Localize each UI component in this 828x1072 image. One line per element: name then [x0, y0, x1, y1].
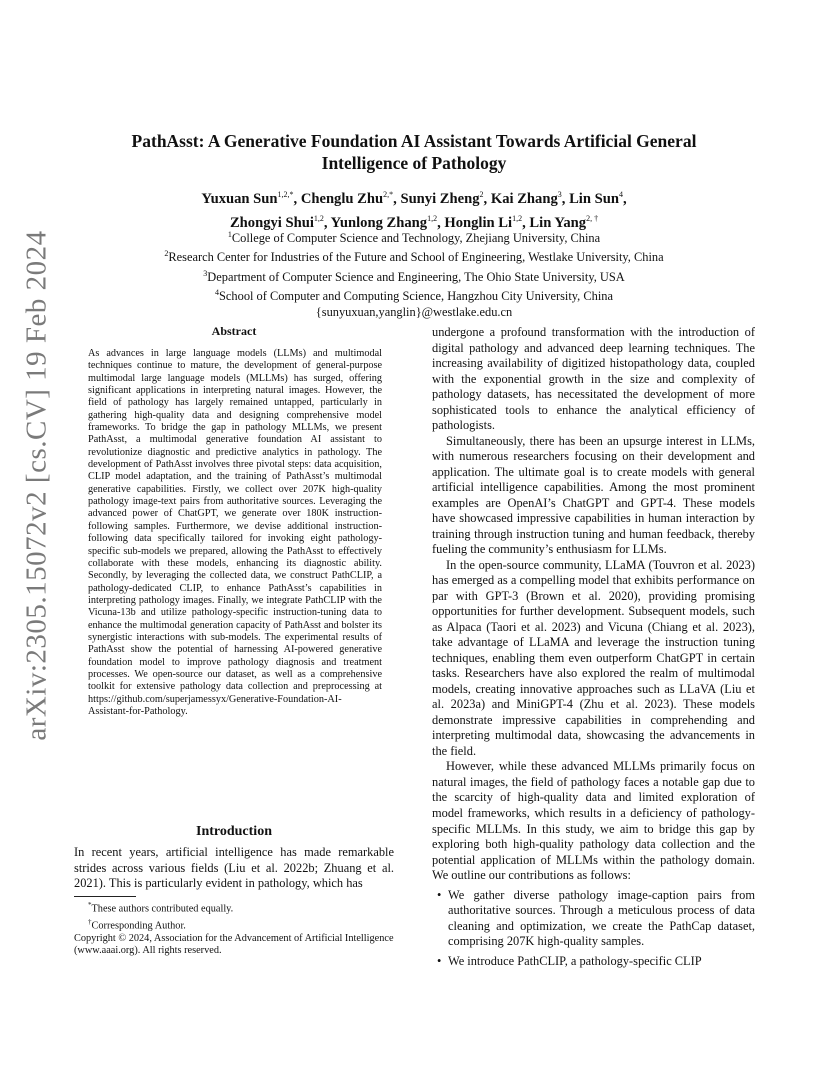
affiliation-text: Research Center for Industries of the Future and School of Engineering, Westlake University, China	[168, 250, 664, 265]
author-name: Chenglu Zhu	[300, 190, 384, 207]
affiliation-mark: 2	[164, 249, 169, 259]
bullet-marker: •	[437, 887, 442, 902]
contact-email: {sunyuxuan,yanglin}@westlake.edu.cn	[315, 304, 513, 319]
arxiv-identifier	[17, 229, 57, 741]
author-line-1: Yuxuan Sun$^{1,2,*}$, Chenglu Zhu$^{2,*}$, Sunyi Zheng$^2$, Kai Zhang$^3$, Lin Sun$^4$,	[201, 190, 627, 207]
author-name: Kai Zhang	[490, 190, 558, 207]
arxiv-identifier-text: arXiv:2305.15072v2 [cs.CV] 19 Feb 2024	[20, 229, 53, 741]
author-affiliation-mark: 3	[557, 190, 562, 199]
author-line-2: Zhongyi Shui$^{1,2}$, Yunlong Zhang$^{1,2}$, Honglin Li$^{1,2}$, Lin Yang$^{2, \dagger}$	[229, 213, 599, 231]
right-column	[432, 325, 755, 973]
contribution-item	[432, 954, 755, 970]
abstract-text: As advances in large language models (LLMs) and multimodal techniques continue to mature, the development of general-purpose multimodal large language models (MLLMs) has surged, offering significant applications in interpreting natural images. However, the field of pathology has largely remained untapped, particularly in gathering high-quality data and designing comprehensive model frameworks. To bridge the gap in pathology MLLMs, we present PathAsst, a multimodal generative foundation AI assistant to revolutionize diagnostic and predictive analytics in pathology. The development of PathAsst involves three pivotal steps: data acquisition, CLIP model adaptation, and the training of PathAsst’s multimodal generative capabilities. Firstly, we collect over 207K high-quality pathology image-text pairs from authoritative sources. Leveraging the advanced power of ChatGPT, we generate over 180K instruction-following samples. Furthermore, we devise additional instruction-following data specifically tailored for invoking eight pathology-specific sub-models we prepared, allowing the PathAsst to effectively collaborate with these models, enhancing its diagnostic ability. Secondly, by leveraging the collected data, we construct PathCLIP, a pathology-dedicated CLIP, to enhance PathAsst’s capabilities in interpreting pathology images. Finally, we integrate PathCLIP with the Vicuna-13b and utilize pathology-specific instruction-tuning data to enhance the multimodal generation capacity of PathAsst and bolster its synergistic interactions with sub-models. The experimental results of PathAsst show the potential of harnessing AI-powered generative foundation model to improve pathology diagnosis and treatment processes. We open-source our dataset, as well as a comprehensive toolkit for extensive pathology data collection and preprocessing at https://github.com/superjamessyx/Generative-Foundation-AI-Assistant-for-Pathology.	[88, 348, 382, 717]
body-paragraph: However, while these advanced MLLMs primarily focus on natural images, the field of pathology faces a notable gap due to the scarcity of high-quality data and limited exploration of model frameworks, which results in a deficiency of pathology-specific MLLMs. In this study, we aim to bridge this gap by exploring both high-quality pathology data collection and the potential application of MLLMs within the pathology domain. We outline our contributions as follows:	[432, 759, 755, 883]
footnote-text: Corresponding Author.	[91, 920, 186, 932]
author-name: Yunlong Zhang	[330, 214, 428, 231]
contribution-item	[432, 888, 755, 950]
affiliation-list	[70, 227, 758, 320]
footnote-divider	[74, 896, 136, 897]
title-line-1: PathAsst: A Generative Foundation AI Assistant Towards Artificial General	[131, 131, 697, 151]
footnote-text: These authors contributed equally.	[91, 903, 234, 915]
author-name: Sunyi Zheng	[400, 190, 480, 207]
author-affiliation-mark: 1,2	[512, 213, 523, 223]
contribution-text: We gather diverse pathology image-caption pairs from authoritative sources. Through a meticulous process of data cleaning and optimization, we create the PathCap dataset, comprising 207K high-quality samples.	[448, 887, 755, 949]
affiliation-text: College of Computer Science and Technology, Zhejiang University, China	[231, 231, 601, 246]
affiliation-mark: 4	[215, 288, 220, 298]
copyright-notice: Copyright © 2024, Association for the Advancement of Artificial Intelligence (www.aaai.org). All rights reserved.	[74, 932, 394, 957]
body-paragraph: undergone a profound transformation with the introduction of digital pathology and advanced deep learning techniques. The increasing availability of digitized histopathology data, coupled with the exponential growth in the size and complexity of pathology datasets, has necessitated the development of more sophisticated tools to enhance the analytical efficiency of pathologists.	[432, 325, 755, 433]
footnote-mark: *	[88, 901, 92, 909]
footnote	[74, 899, 394, 916]
affiliation	[70, 246, 758, 265]
author-affiliation-mark: 1,2	[313, 213, 324, 223]
contribution-text: We introduce PathCLIP, a pathology-specific CLIP	[448, 953, 702, 968]
affiliation-mark: 3	[203, 268, 208, 278]
author-affiliation-mark: 4	[618, 190, 623, 199]
author-affiliation-mark: 2, †	[586, 213, 599, 223]
author-name: Yuxuan Sun	[201, 190, 278, 207]
affiliation	[70, 285, 758, 304]
footnote	[74, 916, 394, 933]
footnotes	[74, 899, 394, 958]
introduction-text: In recent years, artificial intelligence has made remarkable strides across various fields (Liu et al. 2022b; Zhuang et al. 2021). This is particularly evident in pathology, which has	[74, 845, 394, 890]
contribution-list	[432, 888, 755, 970]
author-name: Lin Yang	[529, 214, 587, 231]
bullet-marker: •	[437, 953, 442, 968]
affiliation-text: Department of Computer Science and Engineering, The Ohio State University, USA	[207, 269, 625, 284]
abstract-heading: Abstract	[211, 324, 257, 338]
affiliation	[70, 266, 758, 285]
affiliation-text: School of Computer and Computing Science, Hangzhou City University, China	[219, 289, 613, 304]
author-affiliation-mark: 2	[479, 190, 484, 199]
author-list	[70, 185, 758, 233]
body-paragraph: Simultaneously, there has been an upsurge interest in LLMs, with numerous researchers focusing on their development and application. The ultimate goal is to create models with general artificial intelligence capabilities. Among the most prominent examples are OpenAI’s ChatGPT and GPT-4. These models have showcased impressive capabilities in human interaction by training through instruction tuning and human feedback, thereby fueling the community’s enthusiasm for LLMs.	[432, 433, 755, 557]
author-affiliation-mark: 1,2,*	[277, 190, 294, 199]
footnote-mark: †	[88, 917, 92, 926]
title-line-2: Intelligence of Pathology	[321, 153, 507, 173]
affiliation-mark: 1	[227, 230, 232, 239]
body-paragraph: In the open-source community, LLaMA (Touvron et al. 2023) has emerged as a compelling model that exhibits performance on par with GPT-3 (Brown et al. 2020), providing promising opportunities for further development. Subsequent models, such as Alpaca (Taori et al. 2023) and Vicuna (Chiang et al. 2023), take advantage of LLaMA and leverage the instruction tuning techniques, enabling them even outperform ChatGPT in certain tasks. Researchers have also explored the realm of multimodal models, creating innovative approaches such as LLaVA (Liu et al. 2023a) and MiniGPT-4 (Zhu et al. 2023). These models demonstrate impressive capabilities in comprehending and interpreting multimodal data, showcasing the advancements in the field.	[432, 557, 755, 758]
author-affiliation-mark: 1,2	[427, 213, 438, 223]
author-affiliation-mark: 2,*	[383, 190, 394, 199]
author-name: Honglin Li	[444, 214, 513, 231]
author-name: Zhongyi Shui	[229, 214, 314, 231]
affiliation	[70, 227, 758, 246]
paper-title	[70, 130, 758, 174]
introduction-heading: Introduction	[196, 824, 272, 839]
author-name: Lin Sun	[569, 190, 619, 207]
